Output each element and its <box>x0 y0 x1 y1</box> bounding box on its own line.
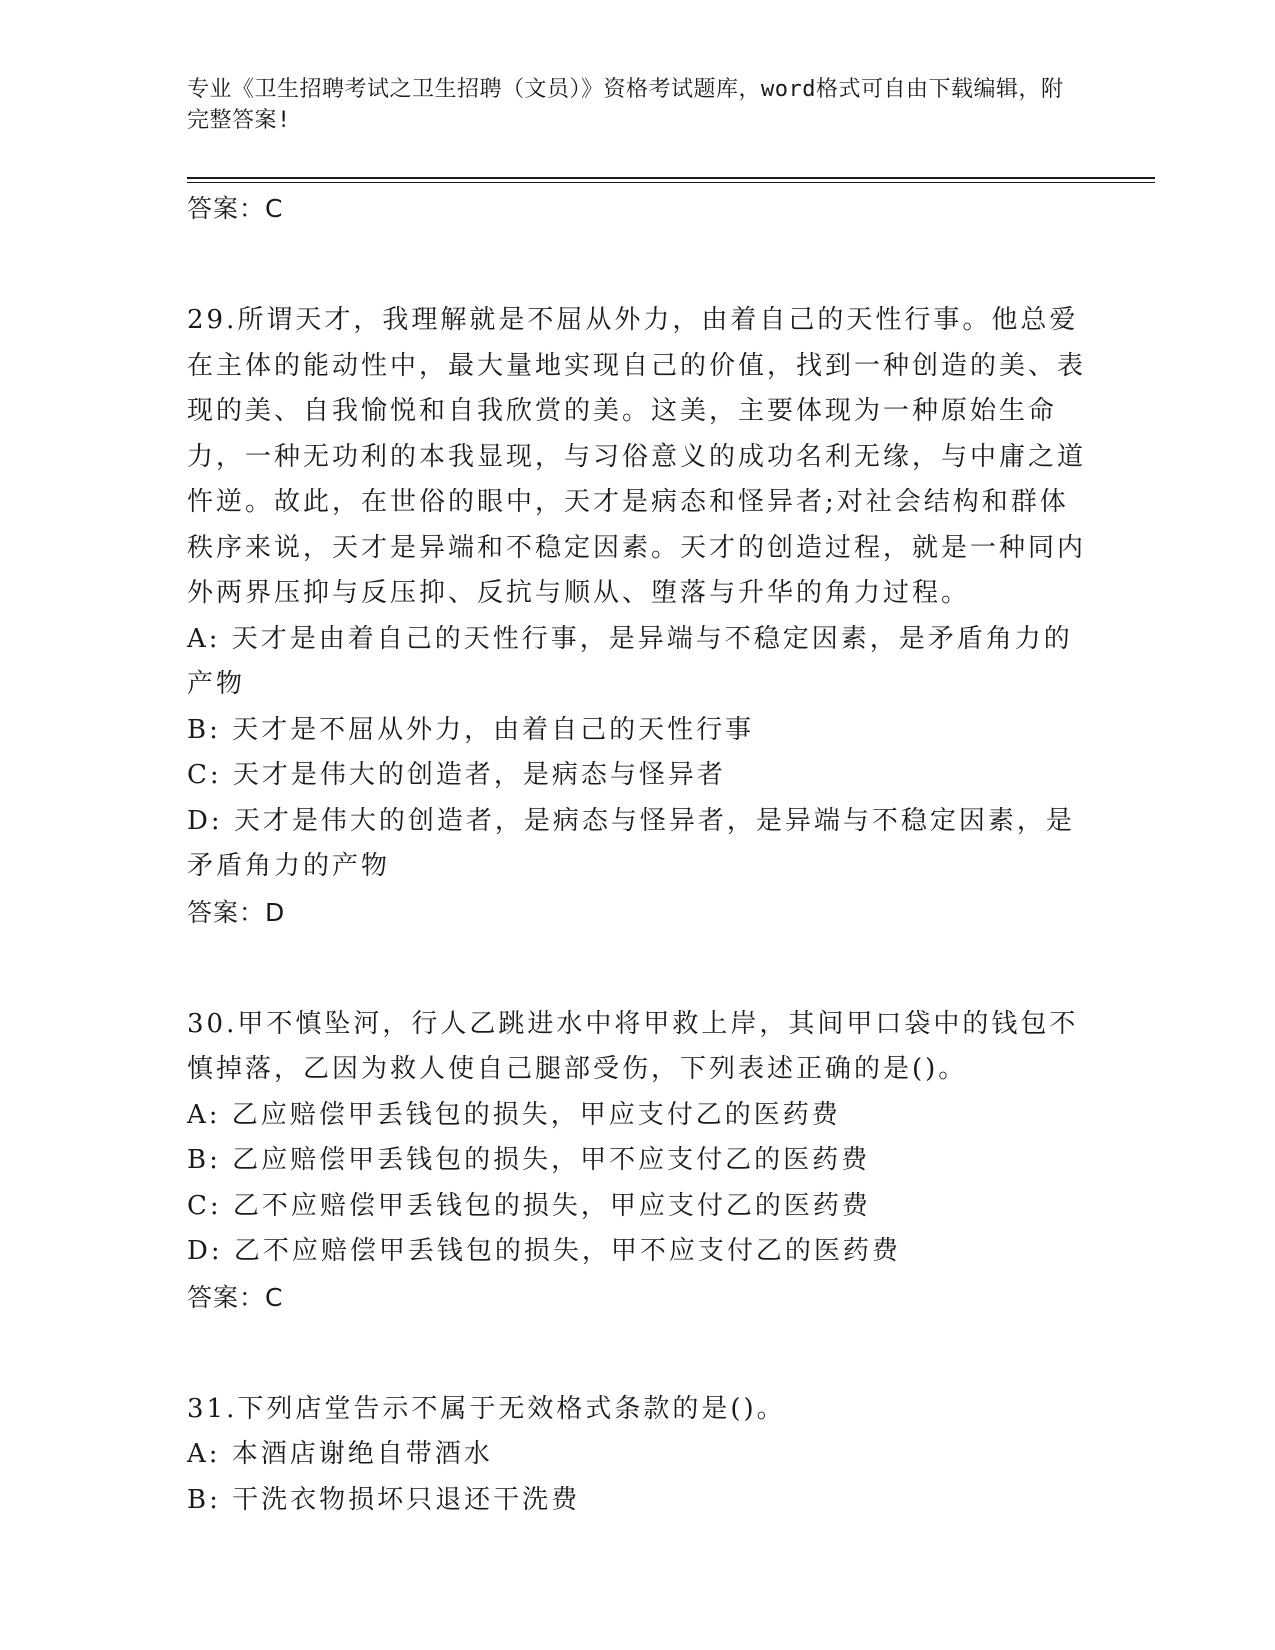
answer-label: 答案：C <box>187 1282 284 1312</box>
question-30 <box>187 1002 1087 1320</box>
option-c: C: 天才是伟大的创造者，是病态与怪异者 <box>187 760 726 790</box>
option-d: D: 乙不应赔偿甲丢钱包的损失，甲不应支付乙的医药费 <box>187 1236 901 1266</box>
option-a: A: 本酒店谢绝自带酒水 <box>187 1439 493 1469</box>
question-stem: 31.下列店堂告示不属于无效格式条款的是()。 <box>187 1393 786 1424</box>
question-stem: 30.甲不慎坠河，行人乙跳进水中将甲救上岸，其间甲口袋中的钱包不慎掉落，乙因为救人使自己腿部受伤，下列表述正确的是()。 <box>187 1008 1079 1084</box>
header-divider-thin <box>187 182 1155 183</box>
option-d: D: 天才是伟大的创造者，是病态与怪异者，是异端与不稳定因素，是矛盾角力的产物 <box>187 805 1075 881</box>
option-a: A: 乙应赔偿甲丢钱包的损失，甲应支付乙的医药费 <box>187 1099 841 1130</box>
answer-label: 答案：D <box>187 897 286 927</box>
option-b: B: 乙应赔偿甲丢钱包的损失，甲不应支付乙的医药费 <box>187 1145 871 1175</box>
previous-answer: 答案：C <box>187 194 284 223</box>
option-c: C: 乙不应赔偿甲丢钱包的损失，甲应支付乙的医药费 <box>187 1190 871 1221</box>
question-stem: 29.所谓天才，我理解就是不屈从外力，由着自己的天性行事。他总爱在主体的能动性中，最大量地实现自己的价值，找到一种创造的美、表现的美、自我愉悦和自我欣赏的美。这美，主要体现为一种原始生命力，一种无功利的本我显现，与习俗意义的成功名利无缘，与中庸之道忤逆。故此，在世俗的眼中，天才是病态和怪异者;对社会结构和群体秩序来说，天才是异端和不稳定因素。天才的创造过程，就是一种同内外两界压抑与反压抑、反抗与顺从、堕落与升华的角力过程。 <box>187 305 1087 608</box>
question-29 <box>187 298 1087 935</box>
option-b: B: 天才是不屈从外力，由着自己的天性行事 <box>187 714 755 745</box>
header-divider-thick <box>187 177 1155 179</box>
option-b: B: 干洗衣物损坏只退还干洗费 <box>187 1484 581 1515</box>
question-list <box>187 186 1087 1523</box>
header-note: 专业《卫生招聘考试之卫生招聘（文员）》资格考试题库，word格式可自由下载编辑，附完整答案! <box>187 77 1064 133</box>
question-31 <box>187 1387 1087 1524</box>
option-a: A: 天才是由着自己的天性行事，是异端与不稳定因素，是矛盾角力的产物 <box>187 623 1073 699</box>
